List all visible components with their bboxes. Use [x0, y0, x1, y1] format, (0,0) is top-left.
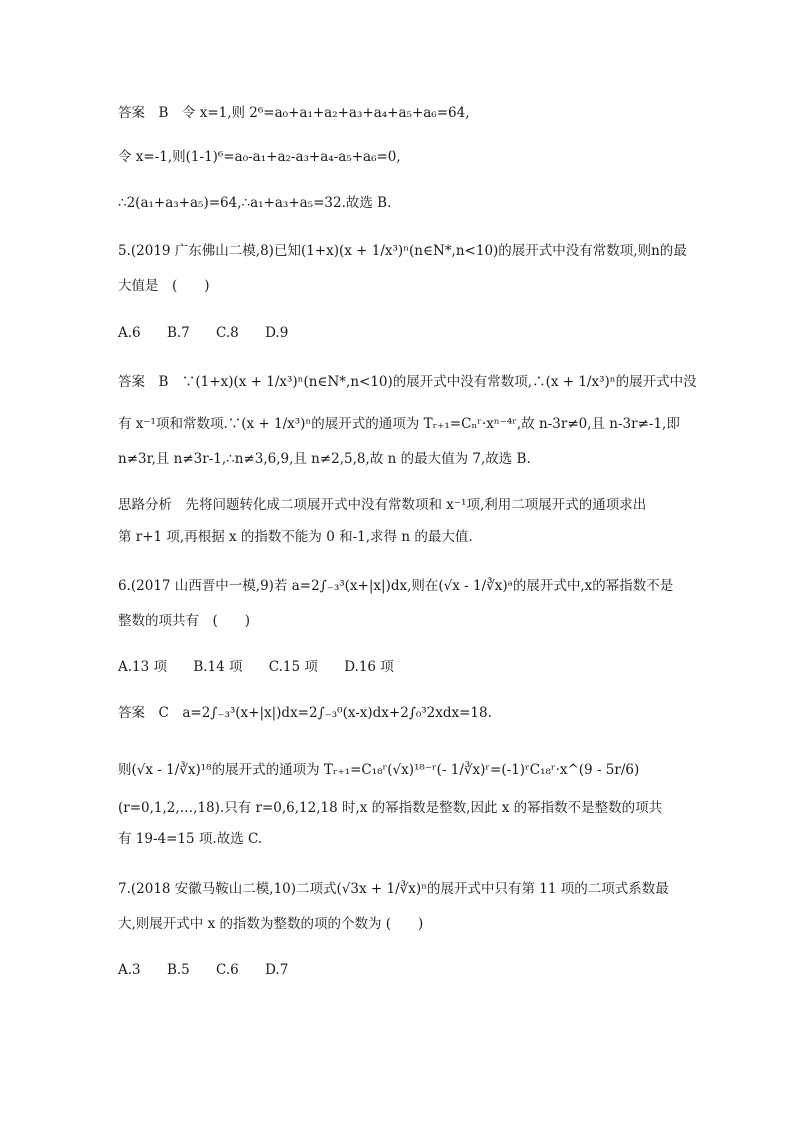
answer-q5-line1: 答案 B ∵(1+x)(x + 1/x³)ⁿ(n∈N*,n<10)的展开式中没有常数项,∴(x + 1/x³)ⁿ的展开式中没: [118, 374, 697, 390]
option-b: B.14 项: [193, 659, 243, 675]
question-6-line1: 6.(2017 山西晋中一模,9)若 a=2∫₋₃³(x+|x|)dx,则在(√x - 1/∛x)ᵃ的展开式中,x的幂指数不是: [118, 578, 674, 594]
analysis-line2: 第 r+1 项,再根据 x 的指数不能为 0 和-1,求得 n 的最大值.: [118, 529, 473, 545]
question-6-options: [118, 657, 676, 677]
option-c: C.6: [216, 962, 239, 978]
answer-q6-line1: 答案 C a=2∫₋₃³(x+|x|)dx=2∫₋₃⁰(x-x)dx+2∫₀³2xdx=18.: [118, 705, 492, 721]
option-a: A.13 项: [118, 659, 168, 675]
option-c: C.8: [216, 325, 239, 341]
option-a: A.3: [118, 962, 141, 978]
option-b: B.7: [166, 325, 190, 341]
option-d: D.16 项: [344, 659, 394, 675]
option-b: B.5: [166, 962, 190, 978]
answer-q6-line2: 则(√x - 1/∛x)¹⁸的展开式的通项为 Tᵣ₊₁=C₁₈ʳ(√x)¹⁸⁻ʳ(- 1/∛x)ʳ=(-1)ʳC₁₈ʳ·x^(9 - 5r/6): [118, 762, 640, 778]
question-5-options: [118, 323, 676, 343]
answer-q5-line2: 有 x⁻¹项和常数项.∵(x + 1/x³)ⁿ的展开式的通项为 Tᵣ₊₁=Cₙʳ·xⁿ⁻⁴ʳ,故 n-3r≠0,且 n-3r≠-1,即: [118, 416, 680, 432]
answer-q6-line4: 有 19-4=15 项.故选 C.: [118, 831, 263, 847]
question-6-line2: 整数的项共有 ( ): [118, 613, 251, 629]
question-5-line1: 5.(2019 广东佛山二模,8)已知(1+x)(x + 1/x³)ⁿ(n∈N*,n<10)的展开式中没有常数项,则n的最: [118, 243, 687, 259]
question-7-line2: 大,则展开式中 x 的指数为整数的项的个数为 ( ): [118, 916, 424, 932]
answer-q4-line3: ∴2(a₁+a₃+a₅)=64,∴a₁+a₃+a₅=32.故选 B.: [118, 195, 392, 211]
option-d: D.7: [265, 962, 289, 978]
question-5-line2: 大值是 ( ): [118, 278, 210, 294]
option-d: D.9: [265, 325, 289, 341]
answer-q5-line3: n≠3r,且 n≠3r-1,∴n≠3,6,9,且 n≠2,5,8,故 n 的最大值为 7,故选 B.: [118, 451, 531, 467]
answer-q6-line3: (r=0,1,2,…,18).只有 r=0,6,12,18 时,x 的幂指数是整数,因此 x 的幂指数不是整数的项共: [118, 800, 663, 816]
option-c: C.15 项: [268, 659, 318, 675]
answer-q4-line2: 令 x=-1,则(1-1)⁶=a₀-a₁+a₂-a₃+a₄-a₅+a₆=0,: [118, 149, 401, 165]
answer-q4-line1: 答案 B 令 x=1,则 2⁶=a₀+a₁+a₂+a₃+a₄+a₅+a₆=64,: [118, 105, 470, 121]
question-7-options: [118, 960, 676, 980]
option-a: A.6: [118, 325, 141, 341]
analysis-line1: 思路分析 先将问题转化成二项展开式中没有常数项和 x⁻¹项,利用二项展开式的通项求出: [118, 497, 647, 513]
question-7-line1: 7.(2018 安徽马鞍山二模,10)二项式(√3x + 1/∛x)ⁿ的展开式中只有第 11 项的二项式系数最: [118, 881, 669, 897]
